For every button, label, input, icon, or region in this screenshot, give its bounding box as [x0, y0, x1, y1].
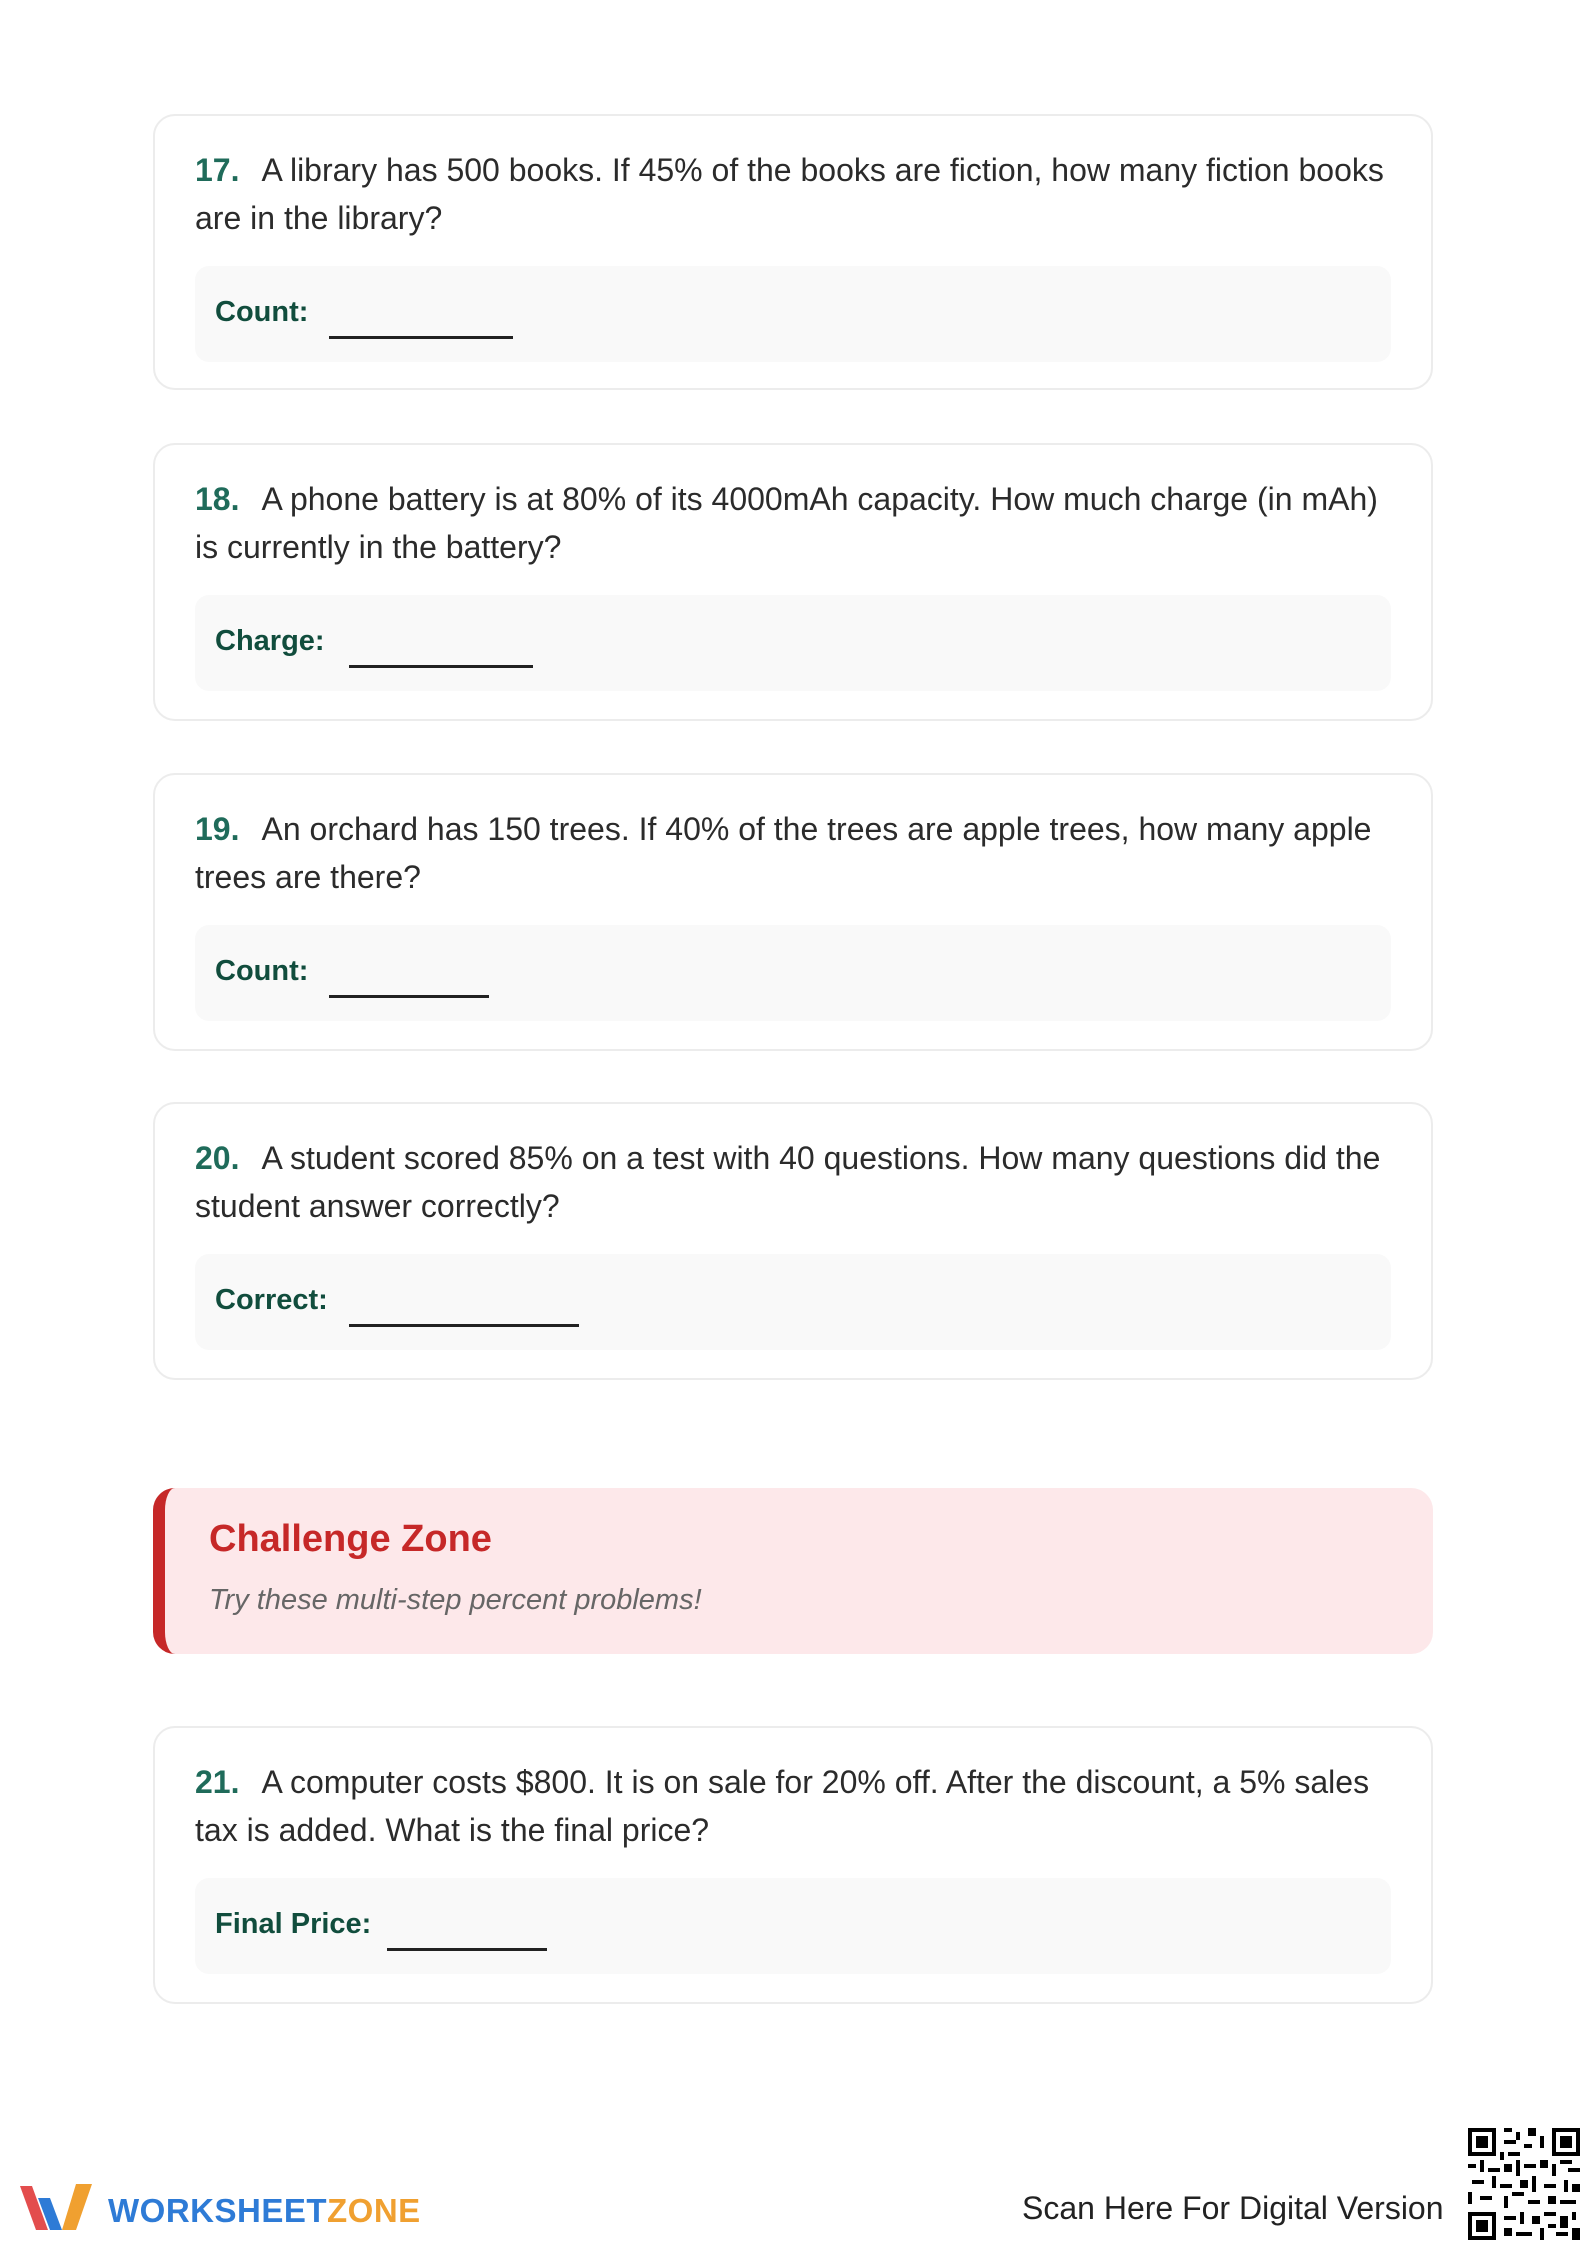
answer-box [195, 925, 1391, 1021]
challenge-title: Challenge Zone [209, 1518, 492, 1560]
brand-name-part2: ZONE [327, 2192, 421, 2229]
answer-blank[interactable] [387, 1948, 547, 1951]
question-body: A library has 500 books. If 45% of the books are fiction, how many fiction books are in the library? [195, 152, 1384, 236]
question-card-21 [153, 1726, 1433, 2004]
challenge-subtitle: Try these multi-step percent problems! [209, 1584, 702, 1616]
answer-box [195, 595, 1391, 691]
scan-prompt: Scan Here For Digital Version [1022, 2190, 1444, 2226]
question-card-19 [153, 773, 1433, 1051]
question-number: 20. [195, 1140, 240, 1176]
answer-box [195, 1254, 1391, 1350]
question-number: 18. [195, 481, 240, 517]
answer-label: Correct: [215, 1284, 328, 1316]
answer-blank[interactable] [349, 665, 533, 668]
question-number: 19. [195, 811, 240, 847]
question-text [195, 146, 1405, 242]
answer-box [195, 1878, 1391, 1974]
question-card-18 [153, 443, 1433, 721]
question-card-20 [153, 1102, 1433, 1380]
answer-label: Final Price: [215, 1908, 372, 1940]
question-text [195, 1758, 1405, 1854]
challenge-zone-banner [153, 1488, 1433, 1654]
question-number: 21. [195, 1764, 240, 1800]
question-body: A student scored 85% on a test with 40 questions. How many questions did the student answer correctly? [195, 1140, 1381, 1224]
answer-label: Count: [215, 296, 309, 328]
answer-blank[interactable] [329, 336, 513, 339]
answer-label: Count: [215, 955, 309, 987]
question-card-17 [153, 114, 1433, 390]
question-body: A computer costs $800. It is on sale for 20% off. After the discount, a 5% sales tax is added. What is the final price? [195, 1764, 1370, 1848]
answer-box [195, 266, 1391, 362]
brand-name-part1: WORKSHEET [108, 2192, 327, 2229]
brand-name [108, 2192, 421, 2230]
question-body: A phone battery is at 80% of its 4000mAh capacity. How much charge (in mAh) is currently in the battery? [195, 481, 1378, 565]
answer-blank[interactable] [329, 995, 489, 998]
question-text [195, 805, 1405, 901]
question-body: An orchard has 150 trees. If 40% of the trees are apple trees, how many apple trees are there? [195, 811, 1372, 895]
qr-code-icon[interactable] [1468, 2128, 1580, 2240]
worksheetzone-logo-icon [18, 2180, 98, 2236]
answer-blank[interactable] [349, 1324, 579, 1327]
question-text [195, 1134, 1405, 1230]
question-number: 17. [195, 152, 240, 188]
answer-label: Charge: [215, 625, 325, 657]
question-text [195, 475, 1405, 571]
